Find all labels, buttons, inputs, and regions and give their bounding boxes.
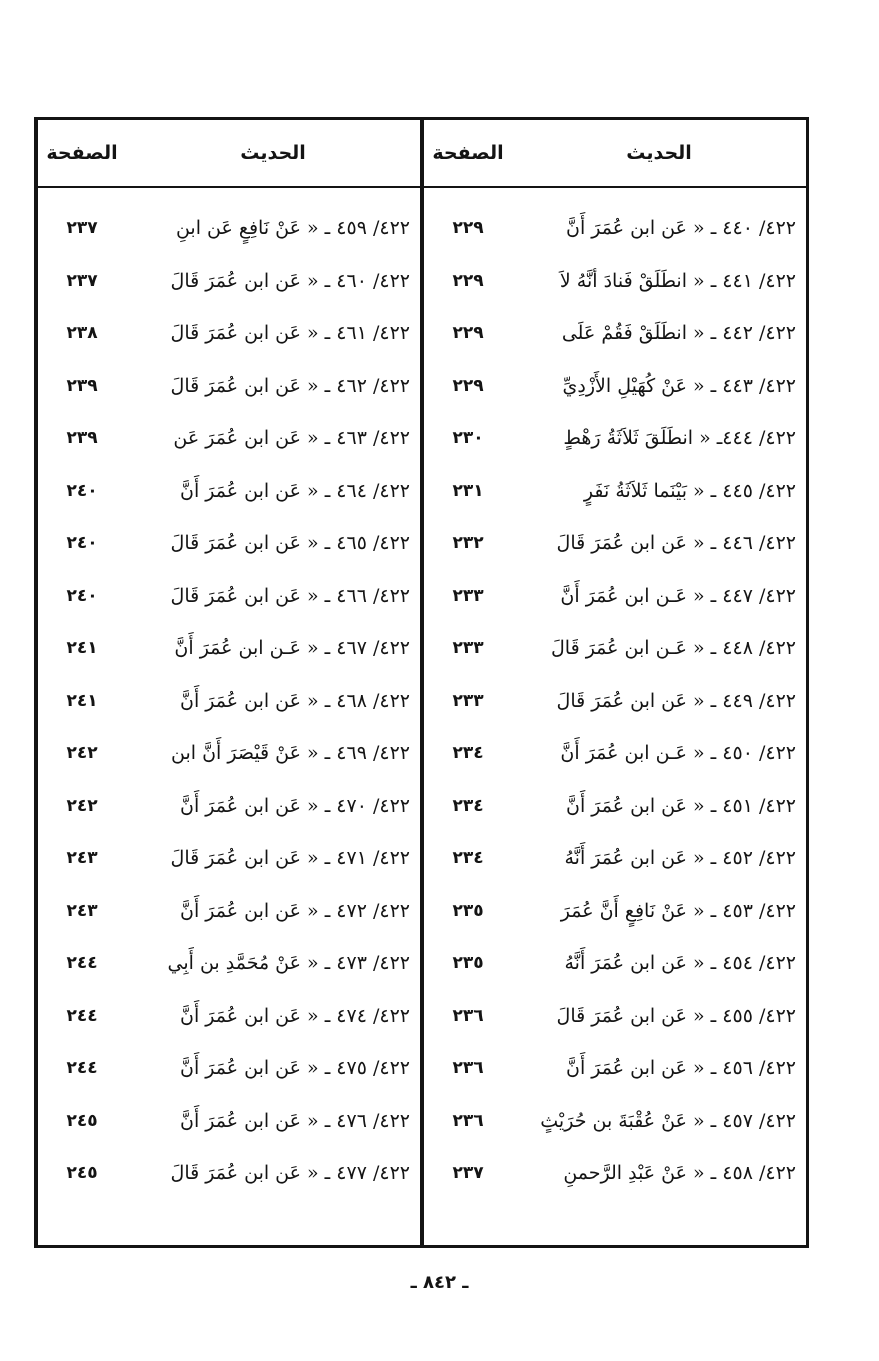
- page-header-right: الصفحة: [424, 120, 512, 188]
- hadith-entry: ٤٢٢/ ٤٤٦ ـ « عَن ابن عُمَرَ قَالَ: [556, 532, 796, 555]
- page-ref: ٢٣٧: [66, 218, 98, 239]
- page-header-left: الصفحة: [38, 120, 126, 188]
- page-ref: ٢٢٩: [452, 323, 484, 344]
- page-ref: ٢٤٥: [66, 1110, 98, 1131]
- hadith-list-right: [512, 188, 806, 1200]
- page-ref: ٢٤٣: [66, 848, 98, 869]
- page-ref: ٢٣٣: [452, 585, 484, 606]
- hadith-entry: ٤٢٢/ ٤٦٢ ـ « عَن ابن عُمَرَ قَالَ: [170, 374, 410, 397]
- hadith-entry: ٤٢٢/ ٤٤١ ـ « انطَلَقْ فَنادَ أنَّهُ لاَ: [559, 269, 796, 292]
- index-half-left: [37, 120, 420, 1245]
- hadith-column-right: [512, 120, 806, 1245]
- hadith-entry: ٤٢٢/ ٤٤٠ ـ « عَن ابن عُمَرَ أَنَّ: [566, 217, 796, 240]
- page-ref: ٢٣١: [452, 480, 484, 501]
- hadith-entry: ٤٢٢/ ٤٤٧ ـ « عَـن ابن عُمَرَ أَنَّ: [560, 584, 796, 607]
- page-ref: ٢٣٤: [452, 743, 484, 764]
- page-ref: ٢٤٠: [66, 585, 98, 606]
- page-ref: ٢٣٧: [66, 270, 98, 291]
- page-ref: ٢٢٩: [452, 218, 484, 239]
- hadith-entry: ٤٢٢/ ٤٧٠ ـ « عَن ابن عُمَرَ أَنَّ: [180, 794, 410, 817]
- hadith-entry: ٤٢٢/ ٤٦٦ ـ « عَن ابن عُمَرَ قَالَ: [170, 584, 410, 607]
- page-ref: ٢٣٦: [452, 1058, 484, 1079]
- hadith-entry: ٤٢٢/ ٤٤٢ ـ « انطَلَقْ فَقُمْ عَلَى: [561, 322, 796, 345]
- hadith-entry: ٤٢٢/ ٤٥٠ ـ « عَـن ابن عُمَرَ أَنَّ: [560, 742, 796, 765]
- hadith-entry: ٤٢٢/ ٤٦٣ ـ « عَن ابن عُمَرَ عَن: [173, 427, 410, 450]
- page-ref: ٢٣٦: [452, 1005, 484, 1026]
- page-ref: ٢٣٤: [452, 848, 484, 869]
- page-ref: ٢٤٤: [66, 1005, 98, 1026]
- hadith-entry: ٤٢٢/ ٤٥٧ ـ « عَنْ عُقْبَةَ بن حُرَيْثٍ: [540, 1109, 796, 1132]
- page-list-right: [424, 188, 512, 1200]
- page-ref: ٢٤١: [66, 690, 98, 711]
- hadith-entry: ٤٢٢/ ٤٧٦ ـ « عَن ابن عُمَرَ أَنَّ: [180, 1109, 410, 1132]
- hadith-entry: ٤٢٢/ ٤٤٣ ـ « عَنْ كُهَيْلِ الأَزْدِيِّ: [562, 374, 796, 397]
- hadith-entry: ٤٢٢/ ٤٤٨ ـ « عَـن ابن عُمَرَ قَالَ: [550, 637, 796, 660]
- page-list-left: [38, 188, 126, 1200]
- page-ref: ٢٢٩: [452, 270, 484, 291]
- hadith-list-left: [126, 188, 420, 1200]
- page-ref: ٢٤٤: [66, 953, 98, 974]
- hadith-entry: ٤٢٢/ ٤٦١ ـ « عَن ابن عُمَرَ قَالَ: [170, 322, 410, 345]
- page-ref: ٢٤٥: [66, 1163, 98, 1184]
- page-ref: ٢٣٦: [452, 1110, 484, 1131]
- hadith-entry: ٤٢٢/ ٤٦٨ ـ « عَن ابن عُمَرَ أَنَّ: [180, 689, 410, 712]
- page-ref: ٢٣٥: [452, 900, 484, 921]
- page-ref: ٢٣٣: [452, 690, 484, 711]
- page-ref: ٢٢٩: [452, 375, 484, 396]
- hadith-entry: ٤٢٢/ ٤٤٥ ـ « بَيْنَما ثَلاَثَةُ نَفَرٍ: [583, 479, 796, 502]
- page-number: ـ ٨٤٢ ـ: [410, 1272, 469, 1293]
- hadith-entry: ٤٢٢/ ٤٥٢ ـ « عَن ابن عُمَرَ أَنَّهُ: [564, 847, 796, 870]
- page-ref: ٢٤١: [66, 638, 98, 659]
- page-ref: ٢٣٩: [66, 375, 98, 396]
- hadith-entry: ٤٢٢/ ٤٦٥ ـ « عَن ابن عُمَرَ قَالَ: [170, 532, 410, 555]
- hadith-entry: ٤٢٢/ ٤٧٤ ـ « عَن ابن عُمَرَ أَنَّ: [180, 1004, 410, 1027]
- hadith-entry: ٤٢٢/ ٤٤٩ ـ « عَن ابن عُمَرَ قَالَ: [556, 689, 796, 712]
- hadith-header-right: الحديث: [512, 120, 806, 188]
- hadith-entry: ٤٢٢/ ٤٥٣ ـ « عَنْ نَافِعٍ أَنَّ عُمَرَ: [560, 899, 796, 922]
- page-ref: ٢٣٧: [452, 1163, 484, 1184]
- page-ref: ٢٤٤: [66, 1058, 98, 1079]
- page-ref: ٢٣٣: [452, 638, 484, 659]
- hadith-entry: ٤٢٢/ ٤٥٩ ـ « عَنْ نَافِعٍ عَن ابنِ: [175, 217, 410, 240]
- hadith-entry: ٤٢٢/ ٤٦٠ ـ « عَن ابن عُمَرَ قَالَ: [170, 269, 410, 292]
- page-ref: ٢٤٠: [66, 533, 98, 554]
- hadith-header-left: الحديث: [126, 120, 420, 188]
- hadith-entry: ٤٢٢/ ٤٦٤ ـ « عَن ابن عُمَرَ أَنَّ: [180, 479, 410, 502]
- page-ref: ٢٣٥: [452, 953, 484, 974]
- hadith-entry: ٤٢٢/ ٤٥١ ـ « عَن ابن عُمَرَ أَنَّ: [566, 794, 796, 817]
- page-column-left: [37, 120, 126, 1245]
- page-ref: ٢٣٢: [452, 533, 484, 554]
- hadith-entry: ٤٢٢/ ٤٧٥ ـ « عَن ابن عُمَرَ أَنَّ: [180, 1057, 410, 1080]
- page-ref: ٢٣٩: [66, 428, 98, 449]
- hadith-entry: ٤٢٢/ ٤٧٣ ـ « عَنْ مُحَمَّدِ بن أَبِي: [167, 952, 410, 975]
- page-ref: ٢٣٤: [452, 795, 484, 816]
- hadith-entry: ٤٢٢/ ٤٧١ ـ « عَن ابن عُمَرَ قَالَ: [170, 847, 410, 870]
- hadith-entry: ٤٢٢/ ٤٦٧ ـ « عَـن ابن عُمَرَ أَنَّ: [174, 637, 410, 660]
- hadith-entry: ٤٢٢/ ٤٧٢ ـ « عَن ابن عُمَرَ أَنَّ: [180, 899, 410, 922]
- page-ref: ٢٣٨: [66, 323, 98, 344]
- hadith-entry: ٤٢٢/ ٤٥٥ ـ « عَن ابن عُمَرَ قَالَ: [556, 1004, 796, 1027]
- page-column-right: [423, 120, 512, 1245]
- index-half-right: [420, 120, 806, 1245]
- page-ref: ٢٤٠: [66, 480, 98, 501]
- hadith-entry: ٤٢٢/ ٤٥٦ ـ « عَن ابن عُمَرَ أَنَّ: [566, 1057, 796, 1080]
- page-ref: ٢٤٢: [66, 795, 98, 816]
- page-ref: ٢٤٣: [66, 900, 98, 921]
- hadith-entry: ٤٢٢/ ٤٦٩ ـ « عَنْ قَيْصَرَ أَنَّ ابن: [171, 742, 410, 765]
- hadith-entry: ٤٢٢/ ٤٧٧ ـ « عَن ابن عُمَرَ قَالَ: [170, 1162, 410, 1185]
- page-ref: ٢٣٠: [452, 428, 484, 449]
- hadith-column-left: [126, 120, 420, 1245]
- page-ref: ٢٤٢: [66, 743, 98, 764]
- hadith-index-table: [34, 117, 809, 1248]
- hadith-entry: ٤٢٢/ ٤٥٨ ـ « عَنْ عَبْدِ الرَّحمنِ: [563, 1162, 796, 1185]
- hadith-entry: ٤٢٢/ ٤٤٤ـ « انطَلَقَ ثَلاَثَةُ رَهْطٍ: [563, 427, 796, 450]
- hadith-entry: ٤٢٢/ ٤٥٤ ـ « عَن ابن عُمَرَ أَنَّهُ: [564, 952, 796, 975]
